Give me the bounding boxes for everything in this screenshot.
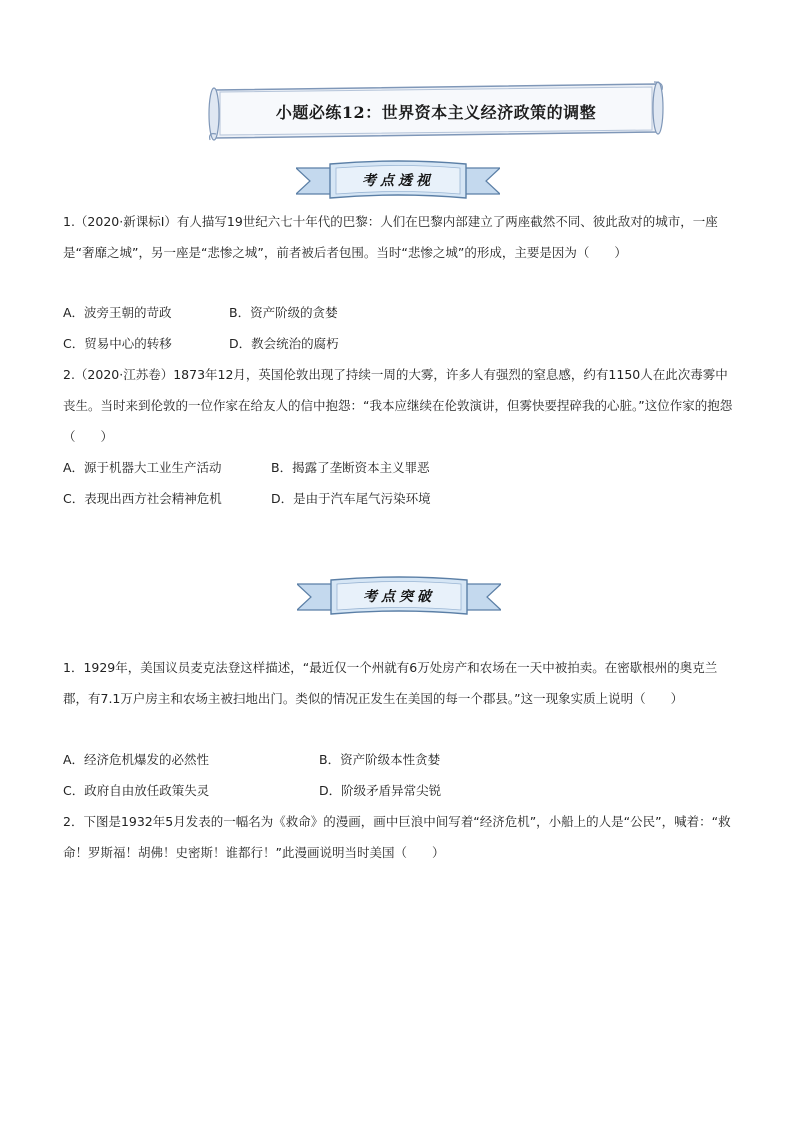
option-d[interactable]: D．阶级矛盾异常尖锐 <box>319 783 442 798</box>
options-row <box>63 328 339 359</box>
question-block <box>63 359 733 452</box>
option-d[interactable]: D．教会统治的腐朽 <box>229 336 339 351</box>
options-row <box>63 452 430 483</box>
section-banner-label: 考点透视 <box>362 173 434 189</box>
title-scroll <box>206 80 666 142</box>
options-row <box>63 297 338 328</box>
options-row <box>63 483 431 514</box>
question-block <box>63 806 733 868</box>
option-a[interactable]: A．源于机器大工业生产活动 <box>63 460 222 475</box>
question-stem: 1.（2020·新课标Ⅰ）有人描写19世纪六七十年代的巴黎：人们在巴黎内部建立了两座截然不同、彼此敌对的城市，一座是“奢靡之城”，另一座是“悲惨之城”，前者被后者包围。当时“悲惨之城”的形成，主要是因为（ ） <box>63 214 718 260</box>
option-b[interactable]: B．资产阶级本性贪婪 <box>319 752 441 767</box>
option-c[interactable]: C．政府自由放任政策失灵 <box>63 783 210 798</box>
options-row <box>63 775 441 806</box>
question-block <box>63 652 733 714</box>
section-banner-overview <box>296 160 500 202</box>
question-stem: 2.（2020·江苏卷）1873年12月，英国伦敦出现了持续一周的大雾，许多人有强烈的窒息感，约有1150人在此次毒雾中丧生。当时来到伦敦的一位作家在给友人的信中抱怨：“我本应继续在伦敦演讲，但雾快要捏碎我的心脏。”这位作家的抱怨（ ） <box>63 367 733 444</box>
option-b[interactable]: B．资产阶级的贪婪 <box>229 305 338 320</box>
question-block <box>63 206 733 268</box>
question-stem: 1．1929年，美国议员麦克法登这样描述，“最近仅一个州就有6万处房产和农场在一天中被拍卖。在密歇根州的奥克兰郡，有7.1万户房主和农场主被扫地出门。类似的情况正发生在美国的每一个郡县。”这一现象实质上说明（ ） <box>63 660 718 706</box>
section-banner-label: 考点突破 <box>363 589 435 605</box>
options-row <box>63 744 440 775</box>
page-title: 小题必练12：世界资本主义经济政策的调整 <box>275 103 597 122</box>
option-a[interactable]: A．波旁王朝的苛政 <box>63 305 172 320</box>
section-banner-breakthrough <box>297 576 501 618</box>
question-stem: 2．下图是1932年5月发表的一幅名为《救命》的漫画，画中巨浪中间写着“经济危机”，小船上的人是“公民”，喊着：“救命！罗斯福！胡佛！史密斯！谁都行！”此漫画说明当时美国（ ） <box>63 814 731 860</box>
option-b[interactable]: B．揭露了垄断资本主义罪恶 <box>271 460 430 475</box>
option-c[interactable]: C．表现出西方社会精神危机 <box>63 491 222 506</box>
option-a[interactable]: A．经济危机爆发的必然性 <box>63 752 210 767</box>
option-c[interactable]: C．贸易中心的转移 <box>63 336 172 351</box>
option-d[interactable]: D．是由于汽车尾气污染环境 <box>271 491 431 506</box>
